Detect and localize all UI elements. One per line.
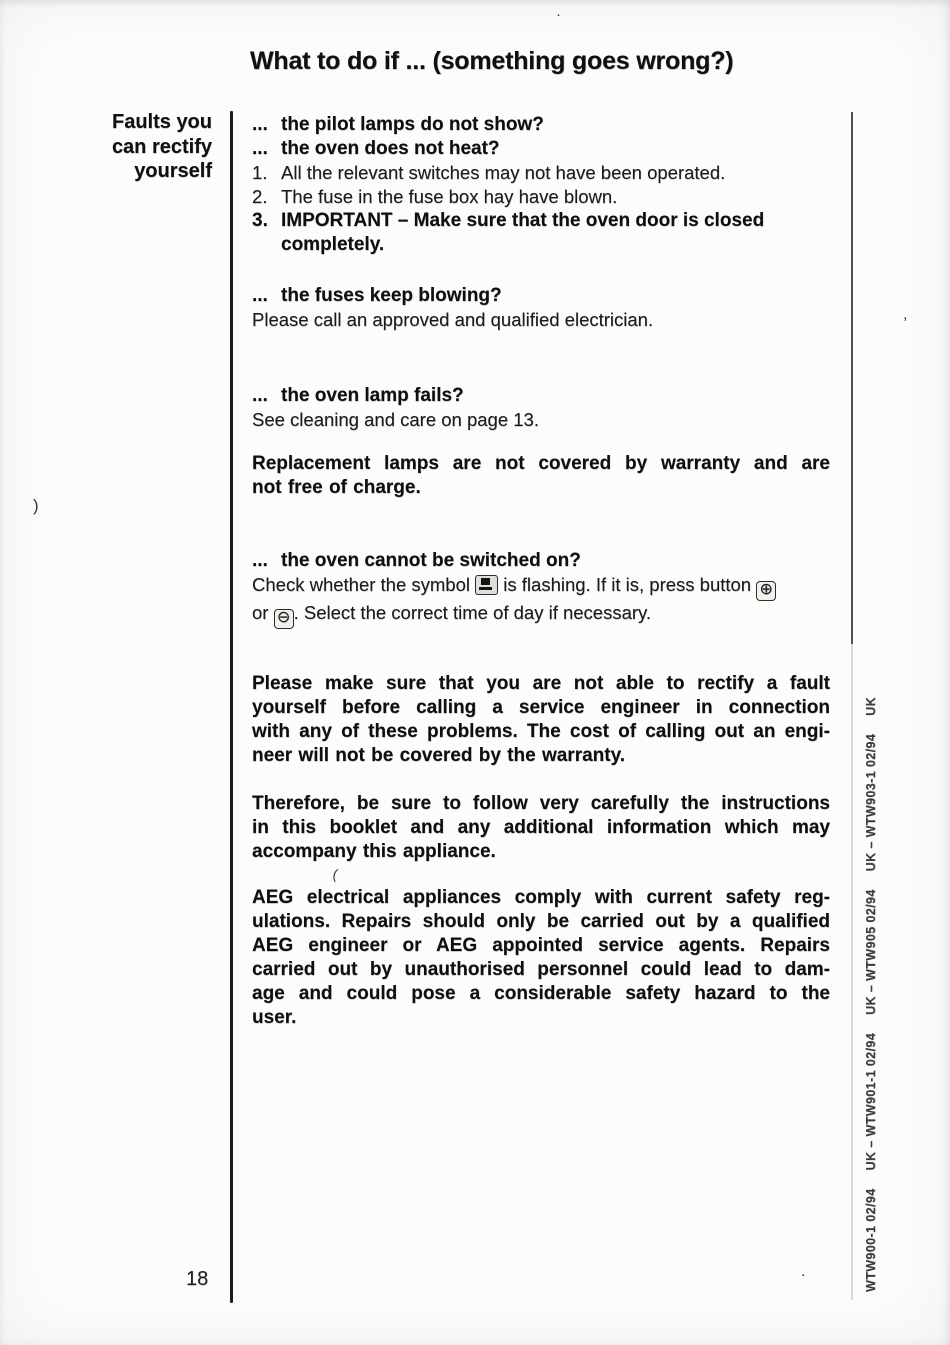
- item-text-line: IMPORTANT – Make sure that the oven door is closed: [281, 210, 765, 231]
- ellipsis-marker: ...: [252, 385, 268, 406]
- question-text: the pilot lamps do not show?: [281, 114, 544, 135]
- fault-list-item: [252, 185, 830, 209]
- question-oven-lamp: [252, 384, 830, 408]
- answer-text: or: [252, 602, 269, 623]
- section-instructions-note: [252, 792, 830, 864]
- section-fuses: [252, 284, 830, 332]
- question-fuses: [252, 284, 830, 308]
- paragraph-line: Therefore, be sure to follow very carefully the instructions: [252, 793, 830, 814]
- print-code: UK: [864, 696, 878, 716]
- plus-button-icon: ⊕: [756, 581, 776, 601]
- paragraph-line: Replacement lamps are not covered by warranty and are: [252, 453, 830, 474]
- question-text: the oven cannot be switched on?: [281, 550, 581, 571]
- item-text-line: completely.: [281, 234, 385, 255]
- section-switch-on: [252, 549, 830, 629]
- paragraph-line: ulations. Repairs should only be carried out by a qualified: [252, 911, 830, 932]
- ellipsis-marker: ...: [252, 285, 268, 306]
- vertical-divider-rule: [230, 111, 233, 1303]
- paragraph-line: age and could pose a considerable safety hazard to the: [252, 983, 830, 1004]
- paragraph-line: Please make sure that you are not able to rectify a fault: [252, 673, 830, 694]
- right-column-rule-faint: [851, 644, 853, 1300]
- sidebar-heading-line: can rectify: [111, 135, 212, 158]
- fault-list-item: [252, 161, 830, 185]
- section-replacement-lamps: [252, 452, 830, 500]
- question-oven-heat: [252, 137, 830, 161]
- scan-artifact-paren: ): [33, 496, 39, 515]
- item-number: 2.: [252, 186, 268, 207]
- section-aeg-note: [252, 886, 830, 1030]
- ellipsis-marker: ...: [252, 114, 268, 135]
- fault-list-item-important: [252, 209, 830, 257]
- item-text: All the relevant switches may not have been operated.: [281, 162, 726, 183]
- question-switch-on: [252, 549, 830, 573]
- paragraph-line: neer will not be covered by the warranty.: [252, 745, 626, 766]
- right-column-rule: [851, 112, 853, 644]
- page-title: What to do if ... (something goes wrong?): [250, 47, 734, 75]
- page-number: 18: [186, 1268, 209, 1290]
- scan-artifact-period: .: [801, 1263, 806, 1280]
- answer-text: Please call an approved and qualified electrician.: [252, 309, 654, 330]
- print-code: UK – WTW903-1 02/94: [864, 733, 878, 872]
- ellipsis-marker: ...: [252, 550, 268, 571]
- scan-artifact-dot: ·: [556, 6, 561, 23]
- answer-line: [252, 601, 830, 629]
- paragraph-line: AEG engineer or AEG appointed service agents. Repairs: [252, 935, 830, 956]
- question-text: the fuses keep blowing?: [281, 285, 502, 306]
- item-number: 1.: [252, 162, 268, 183]
- paragraph-line: with any of these problems. The cost of calling out an engi-: [252, 721, 830, 742]
- section-oven-lamp: [252, 384, 830, 432]
- paragraph-line: carried out by unauthorised personnel could lead to dam-: [252, 959, 830, 980]
- print-code: WTW900-1 02/94: [864, 1188, 878, 1292]
- scan-artifact-apostrophe: (: [331, 865, 340, 883]
- section-service-warning: [252, 672, 830, 768]
- paragraph-line: user.: [252, 1007, 297, 1028]
- answer-text: Check whether the symbol: [252, 574, 470, 595]
- paragraph-line: not free of charge.: [252, 477, 421, 498]
- item-text: [281, 209, 764, 257]
- print-code: UK – WTW901-1 02/94: [864, 1032, 878, 1171]
- print-code: UK – WTW905 02/94: [864, 889, 878, 1015]
- paragraph-line: in this booklet and any additional information which may: [252, 817, 830, 838]
- clock-pot-symbol-icon: [475, 575, 498, 595]
- sidebar-heading-line: yourself: [134, 160, 212, 182]
- clock-pot-symbol-base: [479, 587, 492, 590]
- minus-button-icon: ⊖: [274, 609, 294, 629]
- question-text: the oven lamp fails?: [281, 385, 464, 406]
- item-number: 3.: [252, 210, 268, 231]
- item-text: The fuse in the fuse box hay have blown.: [281, 186, 618, 207]
- ellipsis-marker: ...: [252, 138, 268, 159]
- answer-text: See cleaning and care on page 13.: [252, 409, 539, 430]
- scan-artifact-comma: ,: [903, 306, 908, 323]
- section-fault-questions: [252, 113, 830, 257]
- paragraph-line: AEG electrical appliances comply with current safety reg-: [252, 887, 830, 908]
- sidebar-heading: [40, 110, 212, 184]
- print-code-strip: [864, 652, 878, 1292]
- question-pilot-lamps: [252, 113, 830, 137]
- answer-text: is flashing. If it is, press button: [503, 574, 752, 595]
- paragraph-line: yourself before calling a service engineer in connection: [252, 697, 830, 718]
- paragraph-line: accompany this appliance.: [252, 841, 496, 862]
- question-text: the oven does not heat?: [281, 138, 500, 159]
- answer-text: . Select the correct time of day if necessary.: [293, 602, 652, 623]
- clock-pot-symbol-body: [481, 578, 490, 585]
- answer-line: [252, 573, 830, 601]
- sidebar-heading-line: Faults you: [111, 111, 212, 133]
